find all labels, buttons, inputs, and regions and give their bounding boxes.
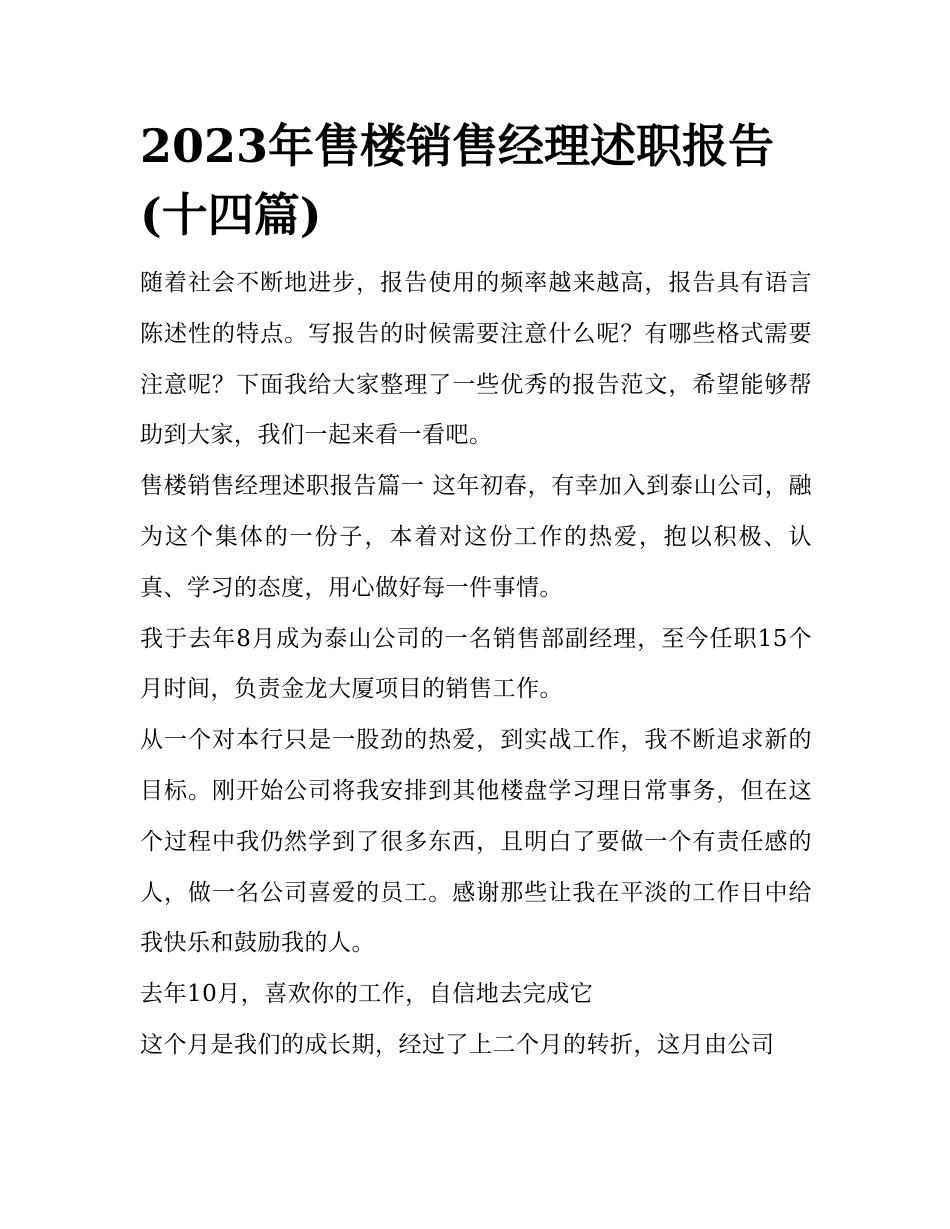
document-page [140, 112, 812, 1071]
october-paragraph: 去年10月，喜欢你的工作，自信地去完成它 [140, 981, 594, 1008]
tenure-paragraph: 我于去年8月成为泰山公司的一名销售部副经理，至今任职15个月时间，负责金龙大厦项目的销售工作。 [140, 625, 812, 703]
document-body [140, 258, 812, 1071]
intro-paragraph: 随着社会不断地进步，报告使用的频率越来越高，报告具有语言陈述性的特点。写报告的时候需要注意什么呢？有哪些格式需要注意呢？下面我给大家整理了一些优秀的报告范文，希望能够帮助到大家，我们一起来看一看吧。 [140, 270, 812, 449]
document-title: 2023年售楼销售经理述职报告(十四篇) [140, 119, 775, 242]
section-one-paragraph: 售楼销售经理述职报告篇一 这年初春，有幸加入到泰山公司，融为这个集体的一份子，本着对这份工作的热爱，抱以积极、认真、学习的态度，用心做好每一件事情。 [140, 473, 812, 601]
growth-period-paragraph: 这个月是我们的成长期，经过了上二个月的转折，这月由公司 [140, 1031, 775, 1058]
growth-paragraph: 从一个对本行只是一股劲的热爱，到实战工作，我不断追求新的目标。刚开始公司将我安排到其他楼盘学习理日常事务，但在这个过程中我仍然学到了很多东西，且明白了要做一个有责任感的人，做一名公司喜爱的员工。感谢那些让我在平淡的工作日中给我快乐和鼓励我的人。 [140, 727, 812, 957]
